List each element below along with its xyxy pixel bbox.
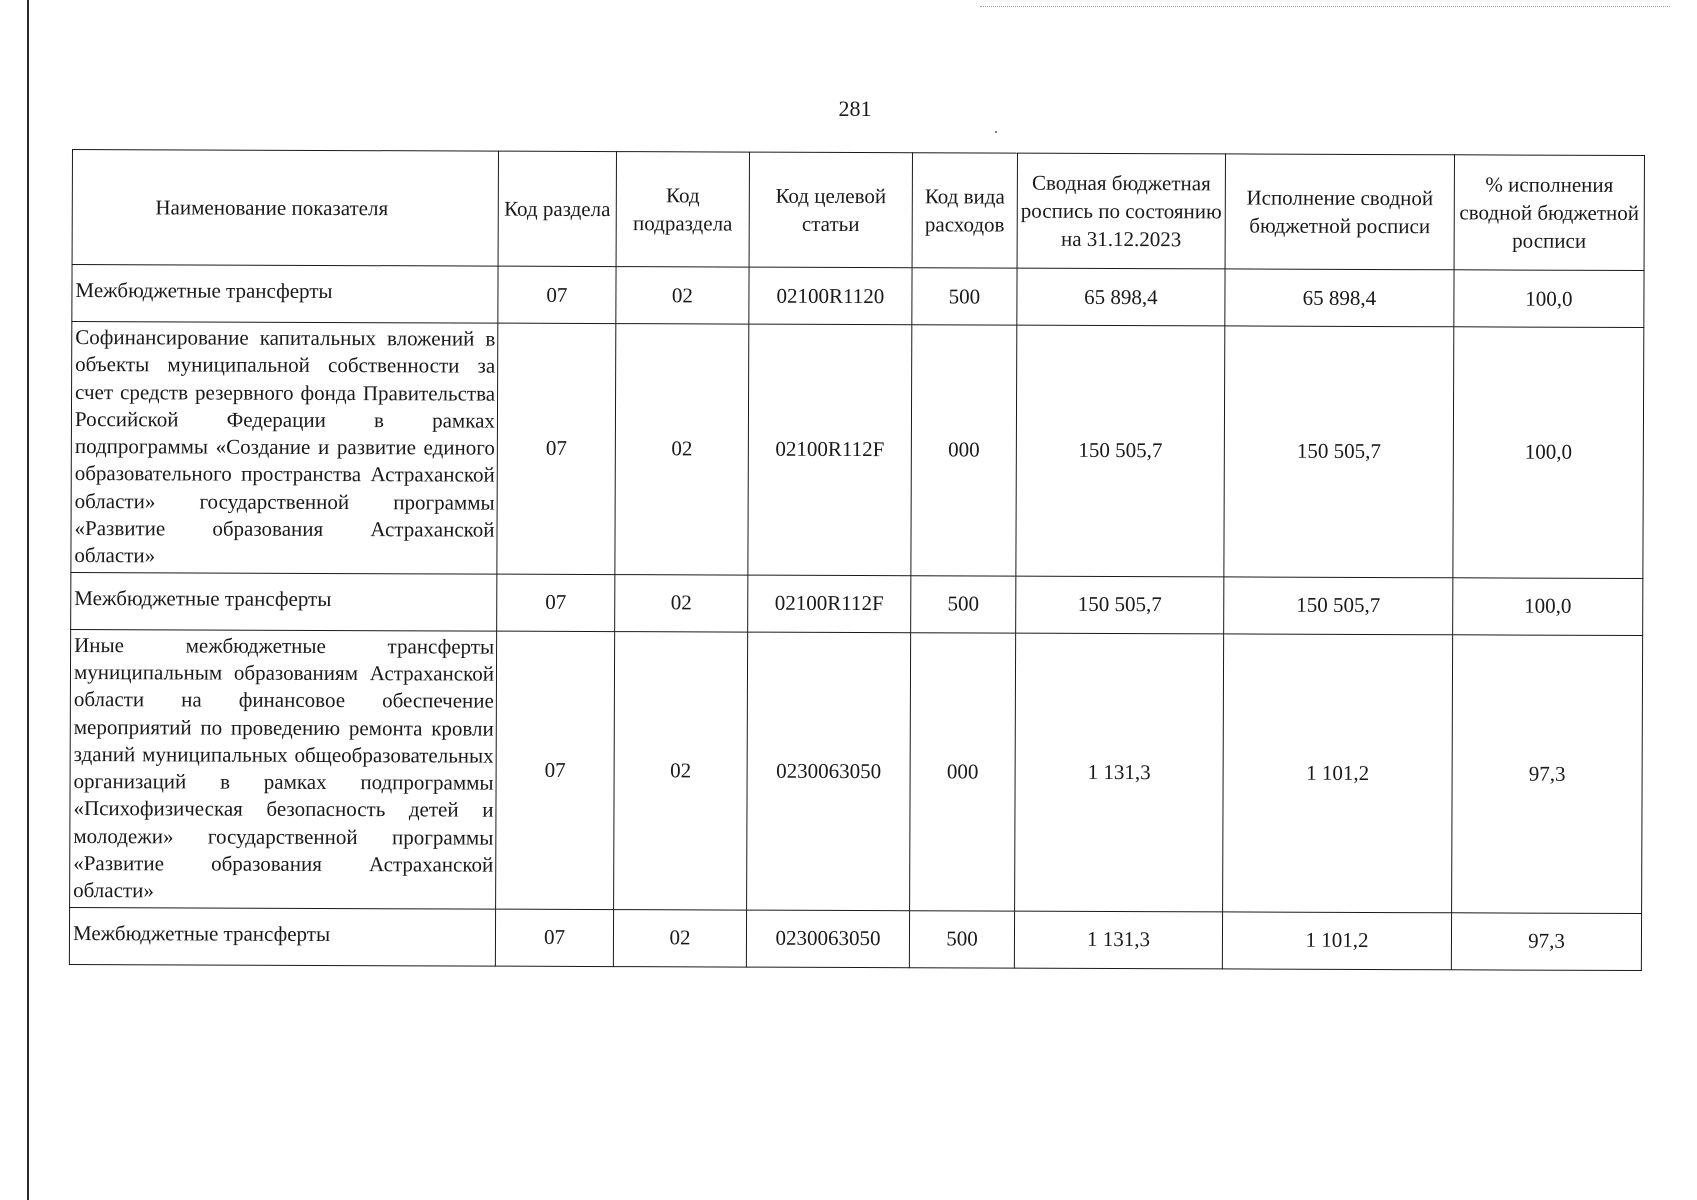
row-name: Межбюджетные трансферты — [69, 907, 495, 966]
table-row — [71, 322, 1644, 579]
row-expense-type: 500 — [912, 268, 1017, 325]
table-row — [71, 572, 1643, 635]
row-name: Межбюджетные трансферты — [72, 265, 498, 324]
table-row — [69, 907, 1641, 970]
row-execution: 150 505,7 — [1224, 326, 1454, 578]
page-number: 281 — [838, 96, 872, 121]
row-execution: 65 898,4 — [1225, 269, 1454, 327]
row-percent: 100,0 — [1453, 577, 1643, 635]
scan-speck — [995, 131, 997, 133]
row-section: 07 — [497, 574, 615, 631]
row-percent: 97,3 — [1452, 634, 1643, 913]
header-budget-painting: Сводная бюджетная роспись по состоянию на 31.12.2023 — [1017, 153, 1225, 269]
header-expense-type-code: Код вида расходов — [912, 153, 1017, 268]
row-budget: 65 898,4 — [1017, 268, 1225, 326]
row-budget: 150 505,7 — [1016, 576, 1224, 634]
row-expense-type: 500 — [911, 575, 1016, 632]
header-execution: Исполнение сводной бюджетной росписи — [1225, 154, 1454, 270]
row-subsection: 02 — [615, 324, 749, 575]
row-target: 02100R112F — [748, 575, 911, 633]
header-section-code: Код раздела — [498, 151, 616, 266]
row-execution: 1 101,2 — [1223, 634, 1453, 913]
row-budget: 1 131,3 — [1014, 911, 1222, 969]
row-section: 07 — [495, 909, 613, 966]
row-subsection: 02 — [615, 574, 748, 632]
row-percent: 100,0 — [1454, 270, 1644, 328]
row-budget: 1 131,3 — [1015, 633, 1224, 912]
row-execution: 1 101,2 — [1222, 912, 1451, 970]
row-percent: 97,3 — [1451, 912, 1641, 970]
row-expense-type: 500 — [909, 910, 1014, 967]
row-target: 0230063050 — [747, 632, 911, 911]
row-target: 0230063050 — [746, 910, 909, 968]
table-row — [72, 265, 1644, 328]
scan-edge-line — [27, 0, 29, 1200]
row-target: 02100R1120 — [749, 267, 912, 325]
header-execution-percent: % исполнения сводной бюджетной росписи — [1454, 155, 1644, 271]
header-name: Наименование показателя — [72, 150, 498, 267]
row-subsection: 02 — [613, 909, 746, 967]
scan-artifact-top — [980, 6, 1670, 8]
table-row — [70, 629, 1643, 913]
row-expense-type: 000 — [911, 325, 1017, 576]
row-section: 07 — [498, 266, 616, 323]
row-name: Софинансирование капитальных вложений в объекты муниципальной собственности за счет средств резервного фонда Правительства Российской Федерации в рамках подпрограммы «Создание и развитие единого образовательного пространства Астраханской области» государственной программы «Развитие образования Астраханской области» — [71, 322, 498, 574]
row-section: 07 — [496, 631, 615, 909]
row-execution: 150 505,7 — [1224, 577, 1453, 635]
header-subsection-code: Код подраздела — [616, 152, 749, 268]
row-target: 02100R112F — [748, 324, 912, 575]
row-name: Межбюджетные трансферты — [71, 572, 497, 631]
row-expense-type: 000 — [910, 632, 1016, 910]
row-name: Иные межбюджетные трансферты муниципальным образованиям Астраханской области на финансовое обеспечение мероприятий по проведению ремонта кровли зданий муниципальных общеобразовательных организаций в рамках подпрограммы «Психофизическая безопасность детей и молодежи» государственной программы «Развитие образования Астраханской области» — [70, 629, 497, 909]
header-target-code: Код целевой статьи — [749, 152, 912, 268]
budget-execution-table — [69, 149, 1645, 971]
row-subsection: 02 — [616, 267, 749, 325]
row-subsection: 02 — [614, 631, 748, 909]
row-percent: 100,0 — [1453, 327, 1644, 578]
row-budget: 150 505,7 — [1016, 325, 1225, 576]
row-section: 07 — [497, 323, 616, 574]
table-header-row — [72, 150, 1644, 271]
